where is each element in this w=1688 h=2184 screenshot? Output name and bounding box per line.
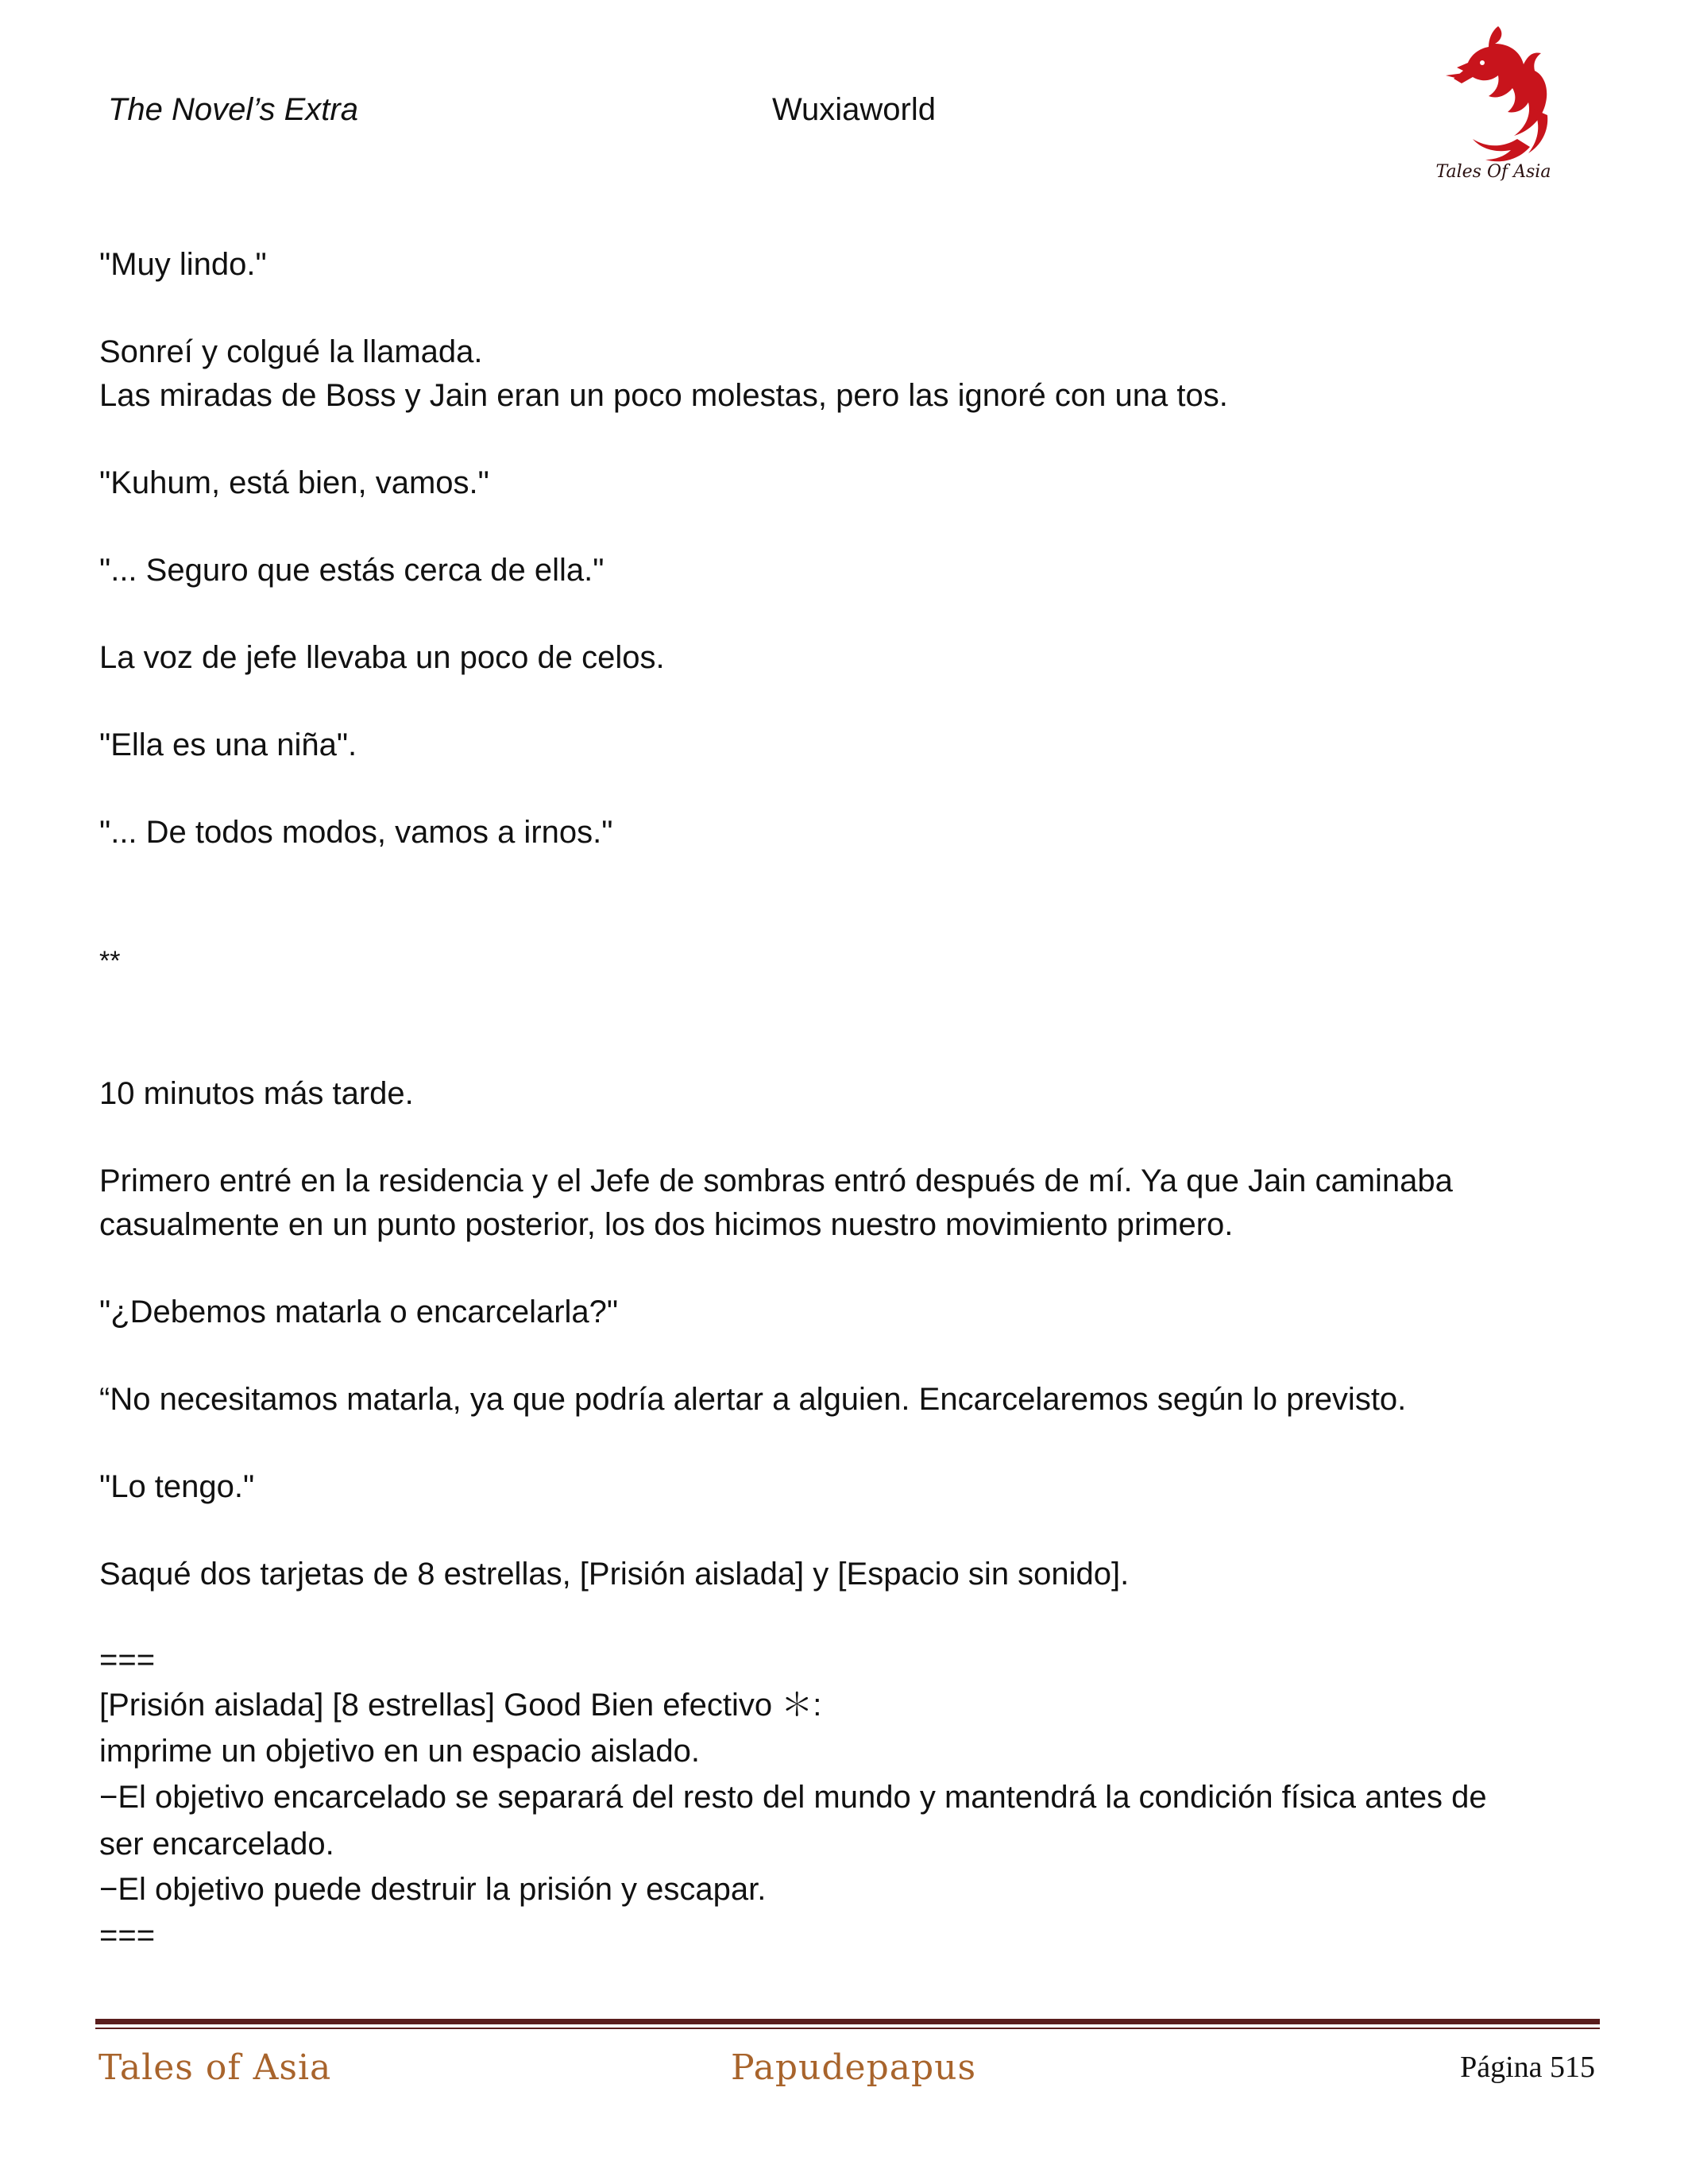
paragraph-line: Saqué dos tarjetas de 8 estrellas, [Prisión aislada] y [Espacio sin sonido]. [99,1557,1130,1592]
paragraph-line: "¿Debemos matarla o encarcelarla?" [99,1295,619,1329]
red-dragon-logo-icon [1422,20,1565,187]
footer-translator: Papudepapus [731,2047,977,2088]
logo-text: Tales Of Asia [1435,162,1551,182]
paragraph-line: La voz de jefe llevaba un poco de celos. [99,640,665,675]
card-block-separator: === [99,1642,156,1677]
card-description-line: −El objetivo puede destruir la prisión y escapar. [99,1872,767,1907]
paragraph-line: "Ella es una niña". [99,727,357,762]
paragraph-line: casualmente en un punto posterior, los dos hicimos nuestro movimiento primero. [99,1207,1234,1242]
paragraph-line: “No necesitamos matarla, ya que podría alertar a alguien. Encarcelaremos según lo previsto. [99,1382,1407,1417]
paragraph-line: "... Seguro que estás cerca de ella." [99,553,605,588]
footer-divider-thin [95,2028,1600,2029]
header-book-title: The Novel’s Extra [108,92,358,127]
footer-publisher: Tales of Asia [98,2047,332,2088]
paragraph-line: "Lo tengo." [99,1469,255,1504]
card-description-line: [Prisión aislada] [8 estrellas] Good Bien efectivo ＊: [99,1688,822,1723]
paragraph-line: Las miradas de Boss y Jain eran un poco molestas, pero las ignoré con una tos. [99,378,1228,413]
paragraph-line: Sonreí y colgué la llamada. [99,334,483,369]
header-site-name: Wuxiaworld [772,92,936,127]
footer-page-number: Página 515 [1460,2051,1595,2084]
scene-break: ** [99,946,121,976]
card-description-line: imprime un objetivo en un espacio aislado. [99,1734,700,1769]
card-description-line: ser encarcelado. [99,1827,334,1862]
paragraph-line: "Kuhum, está bien, vamos." [99,465,489,500]
card-description-line: −El objetivo encarcelado se separará del resto del mundo y mantendrá la condición física antes de [99,1780,1487,1815]
paragraph-line: "Muy lindo." [99,247,267,282]
paragraph-line: Primero entré en la residencia y el Jefe de sombras entró después de mí. Ya que Jain caminaba [99,1163,1453,1198]
footer-divider [95,2019,1600,2024]
paragraph-line: "... De todos modos, vamos a irnos." [99,815,613,850]
paragraph-line: 10 minutos más tarde. [99,1076,414,1111]
card-block-separator: === [99,1918,156,1953]
